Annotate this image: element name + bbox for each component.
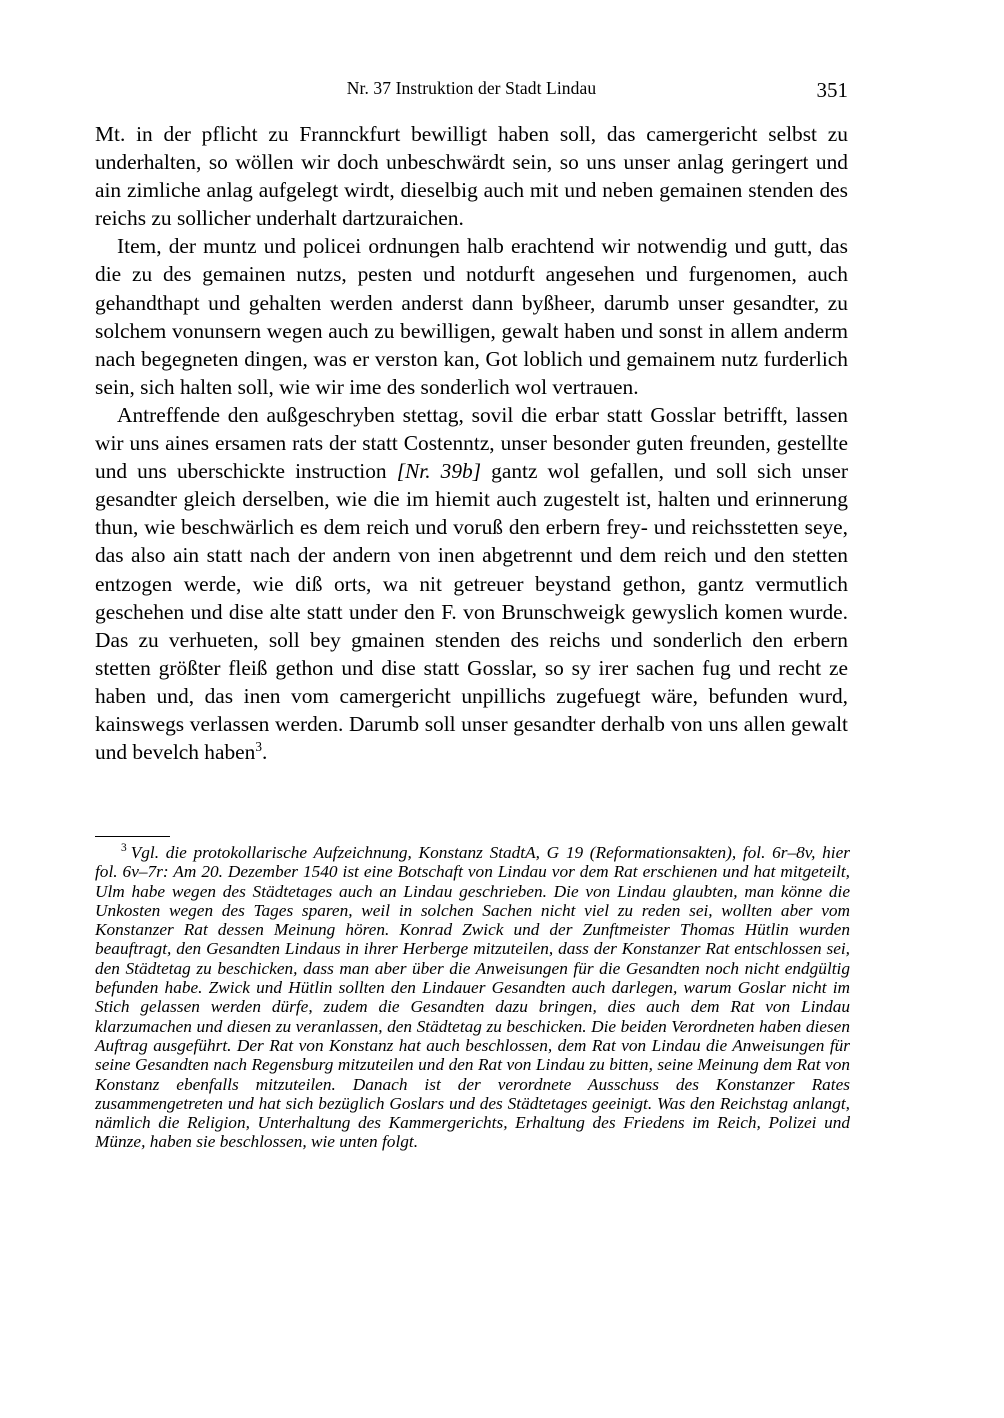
paragraph-3 <box>95 401 848 766</box>
paragraph-2: Item, der muntz und policei ordnungen halb erachtend wir notwendig und gutt, das die zu des gemainen nutzs, pesten und notdurft angesehen und furgenomen, auch gehandthapt und gehalten werden anderst dann byßheer, darumb unser gesandter, zu solchem vonunsern wegen auch zu bewilligen, gewalt haben und sonst in allem anderm nach begegneten dingen, was er verston kan, Got loblich und gemainem nutz furderlich sein, sich halten soll, wie wir ime des sonderlich wol vertrauen. <box>95 234 848 399</box>
page-number: 351 <box>816 78 848 102</box>
footnote-text: Vgl. die protokollarische Aufzeichnung, Konstanz StadtA, G 19 (Reformationsakten), fol. 6r–8v, hier fol. 6v–7r: Am 20. Dezember 1540 ist eine Botschaft von Lindau vor dem Rat erschienen und hat mitgeteilt, Ulm habe wegen des Städtetages auch an Lindau geschrieben. Die von Lindau glaubten, man könne die Unkosten wegen des Tages sparen, weil in solchen Sachen nicht viel zu reden sei, wollten aber vom Konstanzer Rat dessen Meinung hören. Konrad Zwick und der Zunftmeister Thomas Hütlin wurden beauftragt, den Gesandten Lindaus in ihrer Herberge mitzuteilen, dass der Konstanzer Rat entschlossen sei, den Städtetag zu beschicken, dass man aber über die Anweisungen für die Gesandten noch nicht endgültig befunden habe. Zwick und Hütlin sollten den Lindauer Gesandten auch darlegen, warum Goslar nicht im Stich gelassen werden dürfe, zudem die Gesandten dazu bringen, dies auch dem Rat von Lindau klarzumachen und diesen zu veranlassen, den Städtetag zu beschicken. Die beiden Verordneten haben diesen Auftrag ausgeführt. Der Rat von Konstanz hat auch beschlossen, dem Rat von Lindau die Anweisungen für seine Gesandten nach Regensburg mitzuteilen und den Rat von Lindau zu bitten, seine Meinung dem Rat von Konstanz ebenfalls mitzuteilen. Danach ist der verordnete Ausschuss des Konstanzer Rates zusammengetreten und hat sich bezüglich Goslars und des Städtetages geeinigt. Was den Reichstag anlangt, nämlich die Religion, Unterhaltung des Kammergerichts, Erhaltung des Friedens im Reich, Polizei und Münze, haben sie beschlossen, wie unten folgt. <box>95 843 850 1152</box>
footnote-area <box>95 836 850 1152</box>
footnote-3 <box>95 843 850 1152</box>
running-head <box>95 78 848 102</box>
running-head-title: Nr. 37 Instruktion der Stadt Lindau <box>346 78 597 98</box>
paragraph-3-text-after-reference: gantz wol gefallen, und soll sich unser gesandter gleich derselben, wie die im hiemit auch zugestelt ist, halten und erinnerung thun, wie beschwärlich es dem reich und voruß den erbern frey- und reichsstetten seye, das also ain statt nach der andern von inen abgetrennt und dem reich und den stetten entzogen werde, wie diß orts, wa nit getreuer beystand gethon, gantz vermutlich geschehen und dise alte statt under den F. von Brunschweigk gewyslich komen wurde. Das zu verhueten, soll bey gmainen stenden des reichs und sonderlich den erbern stetten größter fleiß gethon und dise statt Gosslar, so sy irer sachen fug und recht ze haben und, das inen vom camergericht unpillichs zugefuegt wäre, befunden wurd, kainswegs verlassen werden. Darumb soll unser gesandter derhalb von uns allen gewalt und bevelch haben <box>95 459 849 765</box>
footnote-number: 3 <box>121 842 127 855</box>
document-reference: [Nr. 39b] <box>396 459 482 484</box>
paragraph-3-text-tail: . <box>262 740 268 765</box>
footnote-marker-3[interactable]: 3 <box>255 738 262 754</box>
paragraph-3-text-before-reference: Antreffende den außgeschryben stettag, sovil die erbar statt Gosslar betrifft, lassen wir uns aines ersamen rats der statt Costenntz, unser besonder guten freunden, gestellte und uns uberschickte instruction <box>95 402 848 484</box>
footnote-separator-rule <box>95 836 170 837</box>
paragraph-1: Mt. in der pflicht zu Frannckfurt bewilligt haben soll, das camergericht selbst zu underhalten, so wöllen wir doch unbeschwärdt sein, so uns unser anlag geringert und ain zimliche anlag aufgelegt wirdt, dieselbig auch mit und neben gemainen stenden des reichs zu sollicher underhalt dartzuraichen. <box>95 122 848 231</box>
body-text <box>95 120 848 766</box>
